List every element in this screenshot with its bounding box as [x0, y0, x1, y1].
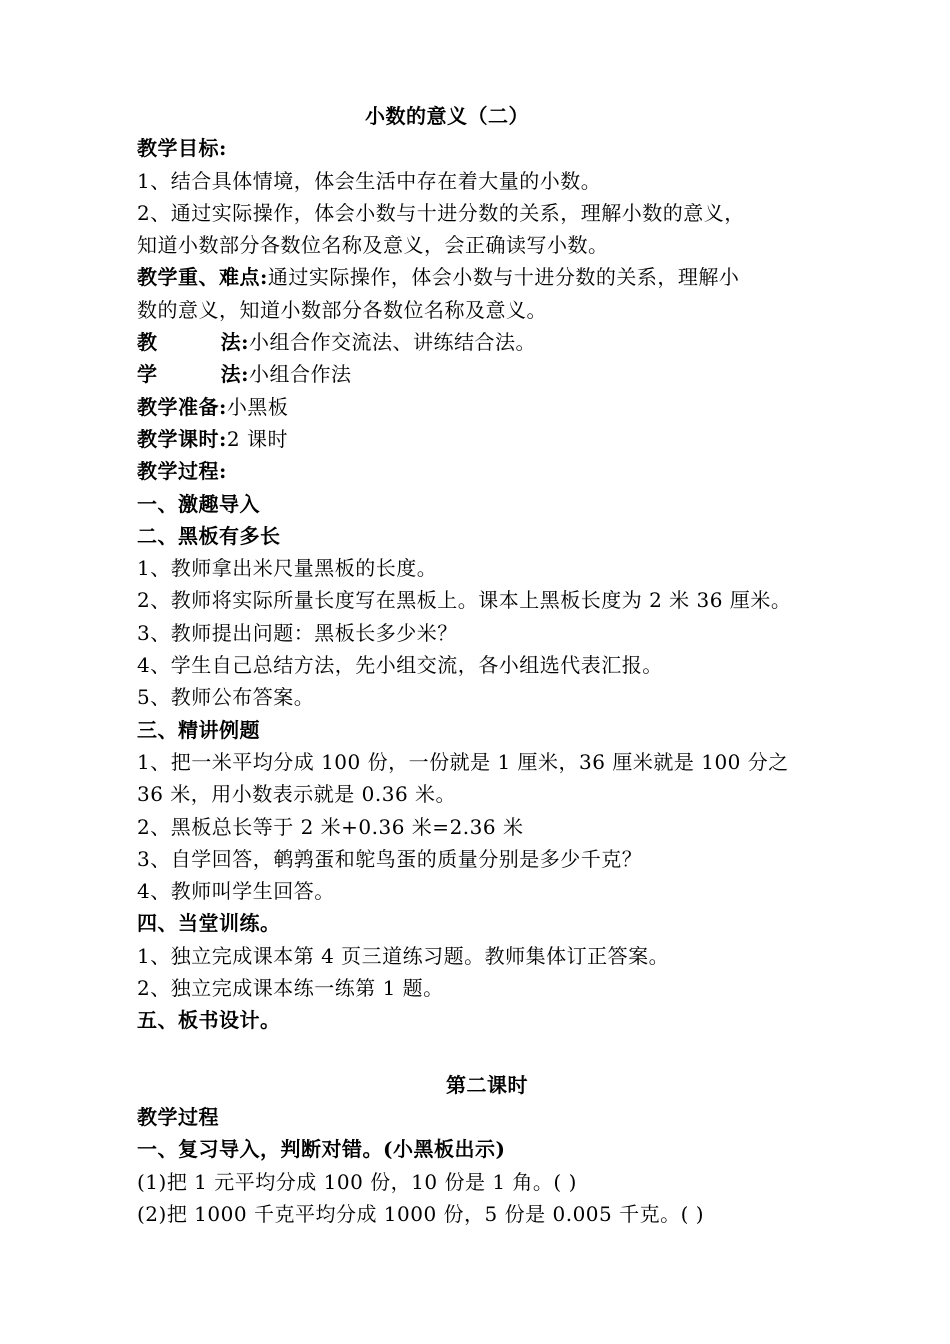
- learning-method: [137, 358, 837, 390]
- objective-item: 2、通过实际操作，体会小数与十进分数的关系，理解小数的意义，: [137, 200, 745, 225]
- objective-item: 1、结合具体情境，体会生活中存在着大量的小数。: [137, 168, 602, 193]
- section-item: 3、自学回答，鹌鹑蛋和鸵鸟蛋的质量分别是多少千克？: [137, 846, 643, 871]
- section-heading: 四、当堂训练。: [137, 911, 281, 936]
- section-heading: 三、精讲例题: [137, 717, 260, 742]
- section-item: 4、学生自己总结方法，先小组交流，各小组选代表汇报。: [137, 653, 663, 678]
- key-points: [137, 261, 837, 293]
- section-item: 2、教师将实际所量长度写在黑板上。课本上黑板长度为 2 米 36 厘米。: [137, 588, 792, 613]
- objectives-heading: 教学目标:: [137, 136, 227, 161]
- section-heading: 二、黑板有多长: [137, 523, 281, 548]
- section-heading: 一、激趣导入: [137, 491, 260, 516]
- teaching-method-text: 小组合作交流法、讲练结合法。: [249, 330, 536, 355]
- second-lesson-section-heading: 一、复习导入，判断对错。(小黑板出示): [137, 1137, 506, 1162]
- key-points-text: 通过实际操作，体会小数与十进分数的关系，理解小: [267, 265, 740, 290]
- section-item: 1、教师拿出米尺量黑板的长度。: [137, 556, 438, 581]
- class-hours-text: 2 课时: [226, 426, 288, 451]
- preparation-text: 小黑板: [226, 394, 289, 419]
- page-title: 小数的意义（二）: [365, 104, 529, 128]
- judgment-item: (2)把 1000 千克平均分成 1000 份，5 份是 0.005 千克。( ): [137, 1201, 705, 1226]
- section-item: 5、教师公布答案。: [137, 685, 315, 710]
- judgment-item: (1)把 1 元平均分成 100 份，10 份是 1 角。( ): [137, 1169, 577, 1194]
- class-hours-label: 教学课时:: [137, 426, 227, 451]
- learning-method-text: 小组合作法: [249, 362, 352, 387]
- section-item: 1、独立完成课本第 4 页三道练习题。教师集体订正答案。: [137, 943, 670, 968]
- section-item: 2、黑板总长等于 2 米+0.36 米=2.36 米: [137, 814, 524, 839]
- second-lesson-process-heading: 教学过程: [137, 1104, 219, 1129]
- teaching-method-label: 教 法:: [137, 330, 249, 355]
- key-points-label: 教学重、难点:: [137, 265, 268, 290]
- section-item: 1、把一米平均分成 100 份，一份就是 1 厘米，36 厘米就是 100 分之: [137, 749, 789, 774]
- preparation-label: 教学准备:: [137, 394, 227, 419]
- objective-item: 知道小数部分各数位名称及意义，会正确读写小数。: [137, 233, 609, 258]
- learning-method-label: 学 法:: [137, 362, 249, 387]
- section-item: 36 米，用小数表示就是 0.36 米。: [137, 782, 457, 807]
- teaching-method: [137, 326, 837, 358]
- key-points-continued: 数的意义，知道小数部分各数位名称及意义。: [137, 297, 547, 322]
- section-item: 3、教师提出问题：黑板长多少米？: [137, 620, 458, 645]
- second-lesson-title: 第二课时: [446, 1072, 528, 1097]
- preparation: [137, 391, 837, 423]
- process-heading: 教学过程:: [137, 459, 227, 484]
- section-item: 4、教师叫学生回答。: [137, 879, 335, 904]
- class-hours: [137, 423, 837, 455]
- section-heading: 五、板书设计。: [137, 1008, 281, 1033]
- section-item: 2、独立完成课本练一练第 1 题。: [137, 976, 444, 1001]
- document-page: [137, 100, 837, 1230]
- spacer: [137, 1037, 837, 1069]
